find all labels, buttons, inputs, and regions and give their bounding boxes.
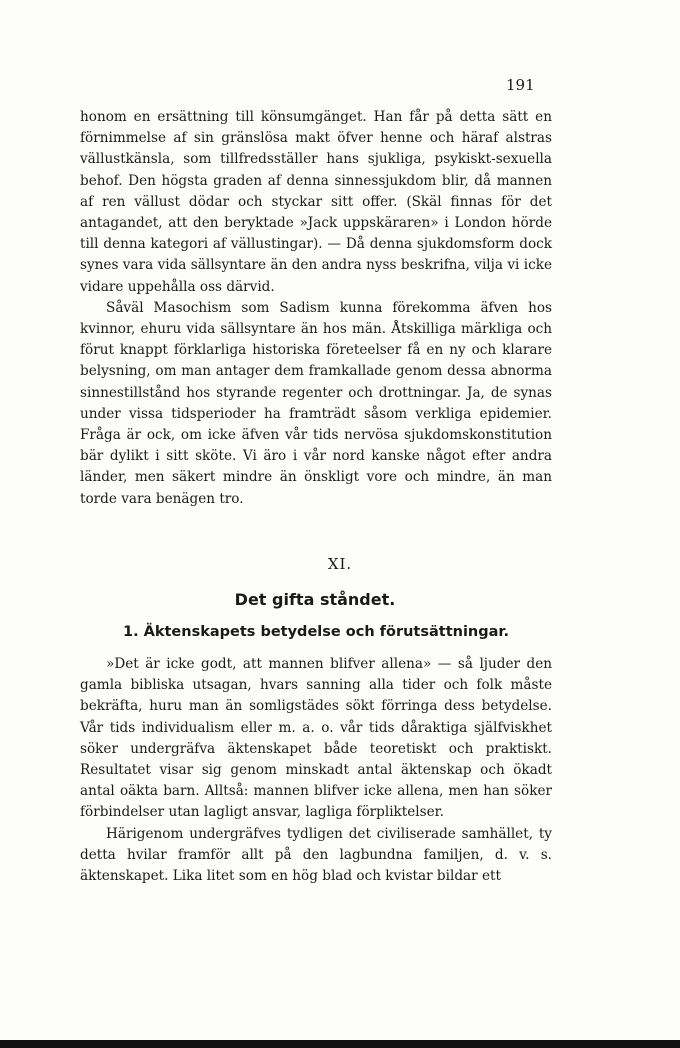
paragraph: Härigenom undergräfves tydligen det civiliserade samhället, ty detta hvilar framför allt på den lagbundna familjen, d. v. s. äktenskapet. Lika litet som en hög blad och kvistar bildar ett [80, 825, 552, 885]
intro-text [80, 107, 552, 510]
paragraph: honom en ersättning till könsumgänget. Han får på detta sätt en förnimmelse af sin gränslösa makt öfver henne och häraf alstras vällustkänsla, som tillfredsställer hans sjukliga, psykiskt-sexuella behof. Den högsta graden af denna sinnessjukdom blir, då mannen af ren vällust dödar och styckar sitt offer. (Skäl finnas för det antagandet, att den beryktade »Jack uppskäraren» i London hörde till denna kategori af vällustingar). — Då denna sjukdomsform dock synes vara vida sällsyntare än den andra nyss beskrifna, vilja vi icke vidare uppehålla oss därvid. [80, 109, 552, 295]
scan-border [0, 1040, 680, 1048]
page-number: 191 [506, 76, 535, 94]
paragraph: Såväl Masochism som Sadism kunna förekomma äfven hos kvinnor, ehuru vida sällsyntare än hos män. Åtskilliga märkliga och förut knappt förklarliga historiska företeelser få en ny och klarare belysning, om man antager dem framkallade genom dessa abnorma sinnestillstånd hos styrande regenter och drottningar. Ja, de synas under vissa tidsperioder ha framträdt såsom verkliga epidemier. Fråga är ock, om icke äfven vår tids nervösa sjukdomskonstitution bär dylikt i sitt sköte. Vi äro i vår nord kanske något efter andra länder, men säkert mindre än önskligt vore och mindre, än man torde vara benägen tro. [80, 299, 552, 507]
section-title: 1. Äktenskapets betydelse och förutsättningar. [122, 624, 510, 640]
section-text [80, 654, 552, 887]
chapter-numeral: XI. [327, 555, 353, 573]
paragraph: »Det är icke godt, att mannen blifver allena» — så ljuder den gamla bibliska utsagan, hvars sanning alla tider och folk måste bekräfta, huru man än somligstädes sökt förringa dess betydelse. Vår tids individualism eller m. a. o. vår tids dåraktiga själfviskhet söker undergräfva äktenskapet både teoretiskt och praktiskt. Resultatet visar sig genom minskadt antal äktenskap och ökadt antal oäkta barn. Alltså: mannen blifver icke allena, men han söker förbindelser utan lagligt ansvar, lagliga förpliktelser. [80, 656, 552, 821]
chapter-title: Det gifta ståndet. [234, 590, 396, 609]
